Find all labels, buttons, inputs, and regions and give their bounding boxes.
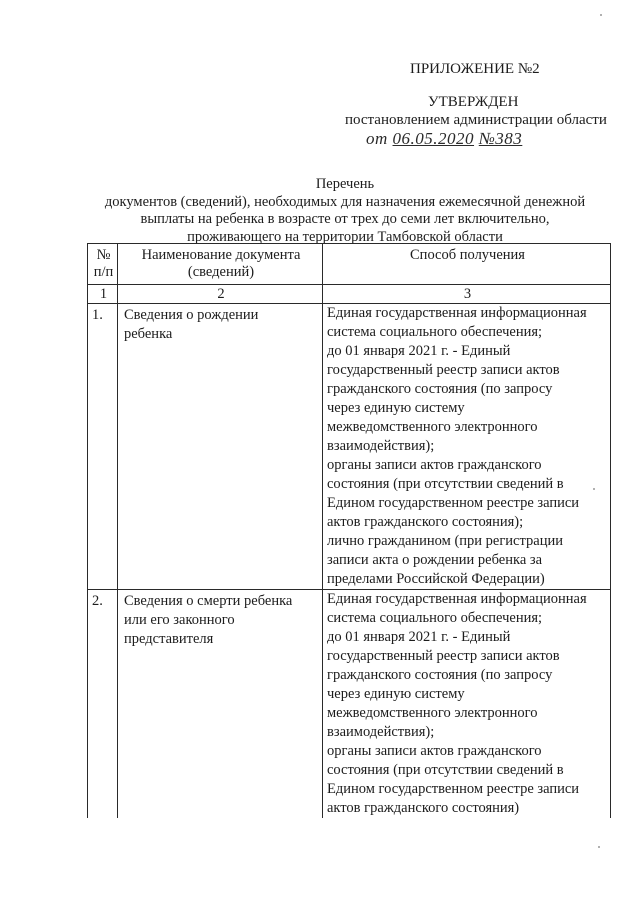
title-line-4: проживающего на территории Тамбовской области <box>187 228 503 245</box>
column-number: 2 <box>118 285 323 304</box>
handwritten-date: 06.05.2020 <box>392 129 475 148</box>
header-name: Наименование документа (сведений) <box>118 244 323 285</box>
row-number: 2. <box>88 590 118 819</box>
column-number: 1 <box>88 285 118 304</box>
row-document-name: Сведения о смерти ребенка или его законного представителя <box>118 590 323 819</box>
row-method: Единая государственная информационная система социального обеспечения; до 01 января 2021 г. - Единый государственный реестр записи актов гражданского состояния (по запросу через единую систему межведомственного электронного взаимодействия); органы записи актов гражданского состояния (при отсутствии сведений в Едином государственном реестре записи актов гражданского состояния) <box>323 590 611 819</box>
appendix-label: ПРИЛОЖЕНИЕ №2 <box>410 61 540 77</box>
header-num: № п/п <box>88 244 118 285</box>
document-title <box>60 176 630 246</box>
resolution-label: постановлением администрации области <box>345 112 607 128</box>
handwritten-number: №383 <box>478 129 523 148</box>
scan-speck <box>600 14 602 16</box>
scan-speck <box>593 488 595 490</box>
handwritten-date-signature <box>366 129 522 149</box>
handwritten-prefix: от <box>366 129 388 148</box>
header-method: Способ получения <box>323 244 611 285</box>
row-method: Единая государственная информационная система социального обеспечения; до 01 января 2021 г. - Единый государственный реестр записи актов гражданского состояния (по запросу через единую систему межведомственного электронного взаимодействия); органы записи актов гражданского состояния (при отсутствии сведений в Едином государственном реестре записи актов гражданского состояния); лично гражданином (при регистрации записи акта о рождении ребенка за пределами Российской Федерации) <box>323 304 611 590</box>
table-row <box>88 590 611 819</box>
table-row <box>88 304 611 590</box>
scan-speck <box>598 846 600 848</box>
title-line-3: выплаты на ребенка в возрасте от трех до семи лет включительно, <box>140 211 550 227</box>
table-header-row <box>88 244 611 285</box>
documents-table <box>87 243 611 818</box>
column-number: 3 <box>323 285 611 304</box>
column-numbers-row <box>88 285 611 304</box>
title-line-1: Перечень <box>315 176 375 192</box>
title-line-2: документов (сведений), необходимых для назначения ежемесячной денежной <box>104 193 586 210</box>
row-number: 1. <box>88 304 118 590</box>
approved-label: УТВЕРЖДЕН <box>428 94 519 110</box>
row-document-name: Сведения о рождении ребенка <box>118 304 323 590</box>
